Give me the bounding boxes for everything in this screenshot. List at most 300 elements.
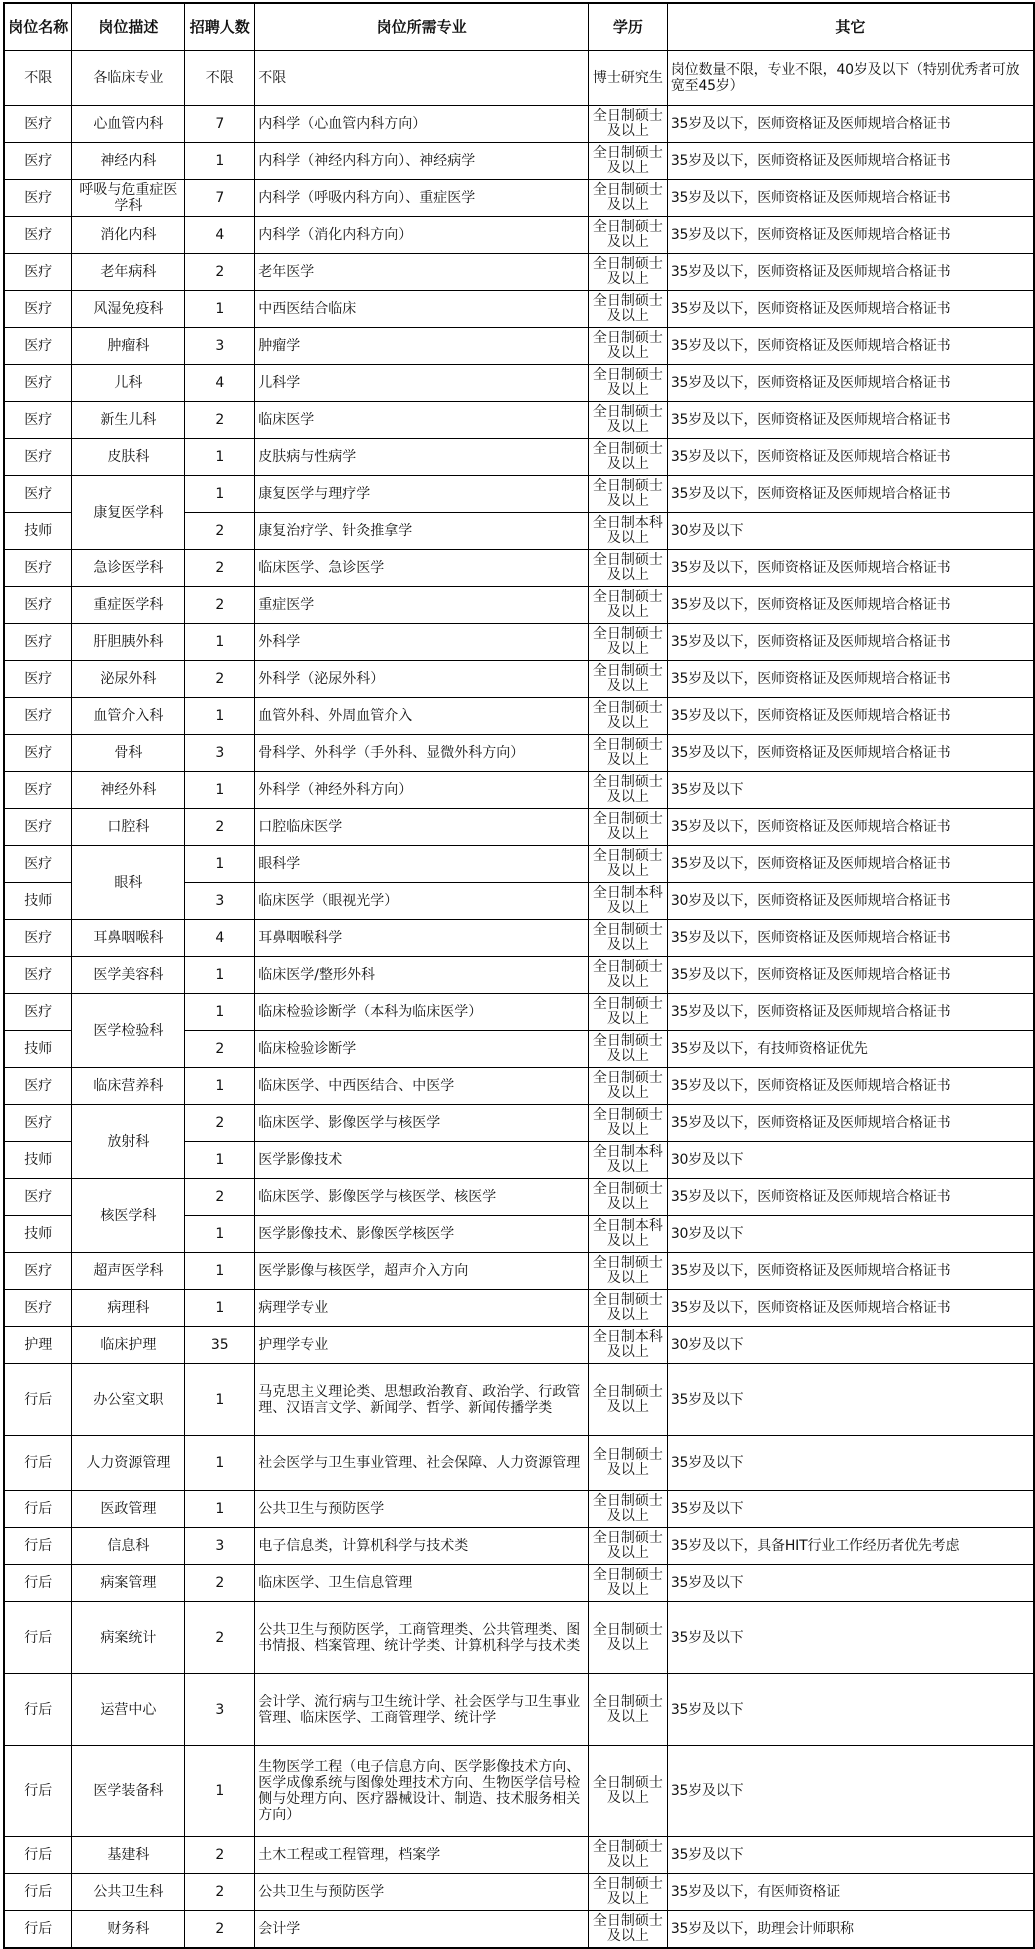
table-row: [4, 476, 1034, 513]
cell-other: 35岁及以下，医师资格证及医师规培合格证书: [667, 587, 1034, 624]
cell-education: 全日制硕士及以上: [588, 291, 667, 328]
cell-major: 肿瘤学: [255, 328, 589, 365]
cell-education: 全日制硕士及以上: [588, 1528, 667, 1565]
table-row: [4, 365, 1034, 402]
table-row: [4, 1565, 1034, 1602]
cell-major: 康复医学与理疗学: [255, 476, 589, 513]
cell-position-desc: 人力资源管理: [72, 1436, 185, 1491]
cell-position-desc: 信息科: [72, 1528, 185, 1565]
cell-count: 1: [185, 1491, 255, 1528]
cell-count: 1: [185, 1253, 255, 1290]
table-row: [4, 1179, 1034, 1216]
cell-major: 医学影像技术、影像医学核医学: [255, 1216, 589, 1253]
cell-position-desc: 血管介入科: [72, 698, 185, 735]
cell-position-desc: 医学检验科: [72, 994, 185, 1068]
cell-position-desc: 病案统计: [72, 1602, 185, 1674]
cell-position-desc: 神经外科: [72, 772, 185, 809]
cell-count: 1: [185, 846, 255, 883]
cell-major: 重症医学: [255, 587, 589, 624]
cell-major: 皮肤病与性病学: [255, 439, 589, 476]
cell-major: 临床医学、中西医结合、中医学: [255, 1068, 589, 1105]
cell-position-name: 医疗: [4, 1105, 72, 1142]
cell-count: 1: [185, 439, 255, 476]
cell-position-desc: 基建科: [72, 1837, 185, 1874]
cell-major: 会计学: [255, 1911, 589, 1948]
cell-other: 35岁及以下，医师资格证及医师规培合格证书: [667, 365, 1034, 402]
table-row: [4, 698, 1034, 735]
cell-count: 1: [185, 476, 255, 513]
cell-position-desc: 泌尿外科: [72, 661, 185, 698]
cell-position-name: 技师: [4, 513, 72, 550]
cell-education: 全日制硕士及以上: [588, 1837, 667, 1874]
cell-position-name: 医疗: [4, 291, 72, 328]
cell-other: 35岁及以下: [667, 1674, 1034, 1746]
cell-position-name: 技师: [4, 1216, 72, 1253]
header-other: 其它: [667, 3, 1034, 51]
cell-major: 公共卫生与预防医学: [255, 1874, 589, 1911]
cell-position-desc: 临床护理: [72, 1327, 185, 1364]
table-row: [4, 1837, 1034, 1874]
cell-other: 35岁及以下: [667, 1602, 1034, 1674]
cell-other: 35岁及以下: [667, 1837, 1034, 1874]
cell-count: 1: [185, 1068, 255, 1105]
cell-position-name: 医疗: [4, 587, 72, 624]
table-row: [4, 217, 1034, 254]
table-row: [4, 1746, 1034, 1837]
cell-count: 4: [185, 920, 255, 957]
cell-major: 临床医学: [255, 402, 589, 439]
table-row: [4, 1253, 1034, 1290]
cell-position-desc: 消化内科: [72, 217, 185, 254]
cell-count: 1: [185, 1436, 255, 1491]
cell-count: 1: [185, 1142, 255, 1179]
cell-position-desc: 呼吸与危重症医学科: [72, 180, 185, 217]
cell-count: 4: [185, 365, 255, 402]
cell-position-desc: 重症医学科: [72, 587, 185, 624]
cell-position-desc: 眼科: [72, 846, 185, 920]
cell-count: 2: [185, 809, 255, 846]
cell-position-name: 医疗: [4, 143, 72, 180]
cell-position-name: 不限: [4, 51, 72, 106]
cell-other: 35岁及以下，医师资格证及医师规培合格证书: [667, 994, 1034, 1031]
cell-position-desc: 核医学科: [72, 1179, 185, 1253]
cell-other: 35岁及以下: [667, 1565, 1034, 1602]
cell-major: 病理学专业: [255, 1290, 589, 1327]
cell-position-name: 医疗: [4, 809, 72, 846]
cell-major: 临床医学、影像医学与核医学、核医学: [255, 1179, 589, 1216]
cell-education: 全日制硕士及以上: [588, 994, 667, 1031]
cell-major: 不限: [255, 51, 589, 106]
cell-position-name: 技师: [4, 1142, 72, 1179]
table-row: [4, 1327, 1034, 1364]
cell-count: 3: [185, 1528, 255, 1565]
cell-education: 全日制硕士及以上: [588, 180, 667, 217]
cell-other: 35岁及以下，医师资格证及医师规培合格证书: [667, 328, 1034, 365]
cell-major: 外科学（泌尿外科）: [255, 661, 589, 698]
cell-education: 全日制硕士及以上: [588, 624, 667, 661]
table-row: [4, 1068, 1034, 1105]
cell-major: 临床医学、急诊医学: [255, 550, 589, 587]
cell-count: 3: [185, 883, 255, 920]
cell-major: 土木工程或工程管理，档案学: [255, 1837, 589, 1874]
cell-position-name: 医疗: [4, 735, 72, 772]
cell-education: 全日制硕士及以上: [588, 1674, 667, 1746]
cell-count: 1: [185, 1216, 255, 1253]
cell-position-name: 行后: [4, 1746, 72, 1837]
cell-count: 7: [185, 180, 255, 217]
cell-major: 口腔临床医学: [255, 809, 589, 846]
cell-education: 全日制硕士及以上: [588, 439, 667, 476]
cell-education: 全日制本科及以上: [588, 1216, 667, 1253]
cell-major: 临床医学（眼视光学）: [255, 883, 589, 920]
cell-education: 全日制硕士及以上: [588, 254, 667, 291]
cell-count: 2: [185, 1179, 255, 1216]
table-row: [4, 291, 1034, 328]
cell-position-desc: 急诊医学科: [72, 550, 185, 587]
cell-count: 2: [185, 661, 255, 698]
cell-other: 30岁及以下: [667, 1327, 1034, 1364]
cell-position-name: 医疗: [4, 402, 72, 439]
cell-position-name: 医疗: [4, 957, 72, 994]
cell-position-desc: 新生儿科: [72, 402, 185, 439]
cell-position-name: 医疗: [4, 217, 72, 254]
cell-education: 全日制硕士及以上: [588, 1602, 667, 1674]
cell-education: 全日制硕士及以上: [588, 1031, 667, 1068]
cell-education: 全日制硕士及以上: [588, 328, 667, 365]
cell-count: 3: [185, 735, 255, 772]
table-row: [4, 254, 1034, 291]
table-row: [4, 51, 1034, 106]
cell-count: 35: [185, 1327, 255, 1364]
cell-position-desc: 老年病科: [72, 254, 185, 291]
cell-education: 全日制硕士及以上: [588, 476, 667, 513]
cell-major: 血管外科、外周血管介入: [255, 698, 589, 735]
cell-count: 1: [185, 957, 255, 994]
cell-education: 全日制硕士及以上: [588, 106, 667, 143]
cell-count: 4: [185, 217, 255, 254]
cell-education: 博士研究生: [588, 51, 667, 106]
cell-position-name: 医疗: [4, 772, 72, 809]
table-row: [4, 106, 1034, 143]
table-row: [4, 328, 1034, 365]
cell-other: 35岁及以下，医师资格证及医师规培合格证书: [667, 1253, 1034, 1290]
cell-count: 3: [185, 1674, 255, 1746]
cell-position-desc: 临床营养科: [72, 1068, 185, 1105]
cell-other: 35岁及以下，医师资格证及医师规培合格证书: [667, 920, 1034, 957]
cell-position-name: 医疗: [4, 1068, 72, 1105]
cell-position-name: 医疗: [4, 254, 72, 291]
cell-count: 1: [185, 994, 255, 1031]
cell-position-name: 医疗: [4, 365, 72, 402]
cell-major: 公共卫生与预防医学: [255, 1491, 589, 1528]
cell-major: 外科学（神经外科方向）: [255, 772, 589, 809]
table-row: [4, 846, 1034, 883]
cell-position-name: 医疗: [4, 1290, 72, 1327]
table-row: [4, 1674, 1034, 1746]
cell-other: 35岁及以下，医师资格证及医师规培合格证书: [667, 180, 1034, 217]
cell-count: 1: [185, 624, 255, 661]
cell-other: 35岁及以下，助理会计师职称: [667, 1911, 1034, 1948]
cell-education: 全日制硕士及以上: [588, 217, 667, 254]
cell-major: 内科学（消化内科方向）: [255, 217, 589, 254]
cell-education: 全日制硕士及以上: [588, 365, 667, 402]
cell-position-name: 行后: [4, 1837, 72, 1874]
cell-other: 35岁及以下，医师资格证及医师规培合格证书: [667, 1105, 1034, 1142]
cell-education: 全日制硕士及以上: [588, 957, 667, 994]
cell-position-name: 行后: [4, 1674, 72, 1746]
cell-position-name: 医疗: [4, 328, 72, 365]
cell-major: 康复治疗学、针灸推拿学: [255, 513, 589, 550]
cell-count: 2: [185, 402, 255, 439]
header-position-name: 岗位名称: [4, 3, 72, 51]
cell-position-name: 医疗: [4, 550, 72, 587]
cell-education: 全日制硕士及以上: [588, 1290, 667, 1327]
cell-position-desc: 病案管理: [72, 1565, 185, 1602]
cell-other: 35岁及以下，具备HIT行业工作经历者优先考虑: [667, 1528, 1034, 1565]
cell-other: 35岁及以下，医师资格证及医师规培合格证书: [667, 254, 1034, 291]
cell-count: 3: [185, 328, 255, 365]
cell-other: 35岁及以下，有医师资格证: [667, 1874, 1034, 1911]
table-row: [4, 809, 1034, 846]
cell-position-desc: 肿瘤科: [72, 328, 185, 365]
cell-position-name: 医疗: [4, 846, 72, 883]
header-major: 岗位所需专业: [255, 3, 589, 51]
cell-position-name: 护理: [4, 1327, 72, 1364]
cell-education: 全日制硕士及以上: [588, 1068, 667, 1105]
table-row: [4, 143, 1034, 180]
cell-education: 全日制硕士及以上: [588, 1491, 667, 1528]
cell-other: 35岁及以下，医师资格证及医师规培合格证书: [667, 735, 1034, 772]
cell-other: 30岁及以下: [667, 1142, 1034, 1179]
cell-major: 儿科学: [255, 365, 589, 402]
table-row: [4, 439, 1034, 476]
cell-position-name: 行后: [4, 1528, 72, 1565]
table-row: [4, 1874, 1034, 1911]
cell-position-desc: 儿科: [72, 365, 185, 402]
cell-education: 全日制硕士及以上: [588, 1364, 667, 1436]
cell-position-desc: 耳鼻咽喉科: [72, 920, 185, 957]
cell-position-name: 医疗: [4, 1253, 72, 1290]
cell-position-name: 医疗: [4, 661, 72, 698]
table-row: [4, 402, 1034, 439]
cell-major: 电子信息类，计算机科学与技术类: [255, 1528, 589, 1565]
cell-other: 35岁及以下，医师资格证及医师规培合格证书: [667, 476, 1034, 513]
cell-position-name: 医疗: [4, 994, 72, 1031]
cell-position-desc: 医学美容科: [72, 957, 185, 994]
cell-major: 临床医学、卫生信息管理: [255, 1565, 589, 1602]
table-row: [4, 1364, 1034, 1436]
cell-other: 35岁及以下: [667, 1746, 1034, 1837]
cell-position-desc: 公共卫生科: [72, 1874, 185, 1911]
cell-position-desc: 超声医学科: [72, 1253, 185, 1290]
table-row: [4, 661, 1034, 698]
cell-position-desc: 神经内科: [72, 143, 185, 180]
cell-other: 35岁及以下，有技师资格证优先: [667, 1031, 1034, 1068]
table-row: [4, 1528, 1034, 1565]
cell-education: 全日制硕士及以上: [588, 698, 667, 735]
cell-other: 30岁及以下: [667, 1216, 1034, 1253]
cell-education: 全日制本科及以上: [588, 883, 667, 920]
cell-major: 会计学、流行病与卫生统计学、社会医学与卫生事业管理、临床医学、工商管理学、统计学: [255, 1674, 589, 1746]
cell-position-name: 医疗: [4, 1179, 72, 1216]
cell-position-desc: 心血管内科: [72, 106, 185, 143]
cell-education: 全日制硕士及以上: [588, 1253, 667, 1290]
cell-other: 30岁及以下: [667, 513, 1034, 550]
cell-education: 全日制硕士及以上: [588, 587, 667, 624]
cell-count: 2: [185, 1874, 255, 1911]
cell-major: 内科学（神经内科方向）、神经病学: [255, 143, 589, 180]
cell-position-desc: 骨科: [72, 735, 185, 772]
cell-other: 35岁及以下，医师资格证及医师规培合格证书: [667, 291, 1034, 328]
table-row: [4, 180, 1034, 217]
table-row: [4, 1436, 1034, 1491]
cell-other: 35岁及以下，医师资格证及医师规培合格证书: [667, 957, 1034, 994]
cell-position-desc: 皮肤科: [72, 439, 185, 476]
cell-position-name: 医疗: [4, 106, 72, 143]
cell-other: 35岁及以下: [667, 772, 1034, 809]
cell-education: 全日制硕士及以上: [588, 809, 667, 846]
cell-count: 2: [185, 254, 255, 291]
cell-count: 2: [185, 1837, 255, 1874]
cell-major: 临床检验诊断学: [255, 1031, 589, 1068]
cell-other: 30岁及以下，医师资格证及医师规培合格证书: [667, 883, 1034, 920]
cell-education: 全日制硕士及以上: [588, 1746, 667, 1837]
cell-education: 全日制硕士及以上: [588, 402, 667, 439]
cell-count: 不限: [185, 51, 255, 106]
cell-education: 全日制硕士及以上: [588, 1565, 667, 1602]
cell-education: 全日制硕士及以上: [588, 1436, 667, 1491]
table-row: [4, 1290, 1034, 1327]
table-body: [4, 51, 1034, 1948]
cell-major: 内科学（呼吸内科方向）、重症医学: [255, 180, 589, 217]
cell-position-name: 行后: [4, 1491, 72, 1528]
cell-position-name: 行后: [4, 1565, 72, 1602]
cell-count: 2: [185, 513, 255, 550]
cell-other: 35岁及以下，医师资格证及医师规培合格证书: [667, 1179, 1034, 1216]
cell-other: 35岁及以下: [667, 1364, 1034, 1436]
cell-major: 耳鼻咽喉科学: [255, 920, 589, 957]
cell-other: 岗位数量不限，专业不限，40岁及以下（特别优秀者可放宽至45岁）: [667, 51, 1034, 106]
cell-major: 内科学（心血管内科方向）: [255, 106, 589, 143]
cell-education: 全日制本科及以上: [588, 1142, 667, 1179]
cell-major: 护理学专业: [255, 1327, 589, 1364]
cell-count: 2: [185, 1031, 255, 1068]
cell-position-desc: 各临床专业: [72, 51, 185, 106]
header-count: 招聘人数: [185, 3, 255, 51]
cell-position-name: 行后: [4, 1874, 72, 1911]
cell-position-name: 医疗: [4, 476, 72, 513]
cell-count: 1: [185, 1746, 255, 1837]
cell-count: 1: [185, 1290, 255, 1327]
job-table-container: [3, 2, 1035, 1949]
cell-position-name: 行后: [4, 1436, 72, 1491]
job-table: [3, 2, 1035, 1949]
cell-position-name: 技师: [4, 1031, 72, 1068]
cell-education: 全日制硕士及以上: [588, 143, 667, 180]
cell-education: 全日制硕士及以上: [588, 1105, 667, 1142]
cell-count: 7: [185, 106, 255, 143]
table-row: [4, 772, 1034, 809]
cell-major: 临床检验诊断学（本科为临床医学）: [255, 994, 589, 1031]
cell-education: 全日制硕士及以上: [588, 735, 667, 772]
cell-education: 全日制本科及以上: [588, 513, 667, 550]
cell-count: 1: [185, 772, 255, 809]
table-row: [4, 735, 1034, 772]
cell-major: 临床医学、影像医学与核医学: [255, 1105, 589, 1142]
cell-count: 2: [185, 550, 255, 587]
table-row: [4, 1911, 1034, 1948]
table-row: [4, 1491, 1034, 1528]
cell-position-desc: 肝胆胰外科: [72, 624, 185, 661]
cell-major: 社会医学与卫生事业管理、社会保障、人力资源管理: [255, 1436, 589, 1491]
cell-major: 中西医结合临床: [255, 291, 589, 328]
cell-count: 2: [185, 1105, 255, 1142]
cell-major: 外科学: [255, 624, 589, 661]
cell-other: 35岁及以下，医师资格证及医师规培合格证书: [667, 1068, 1034, 1105]
table-row: [4, 994, 1034, 1031]
cell-other: 35岁及以下，医师资格证及医师规培合格证书: [667, 439, 1034, 476]
cell-position-desc: 运营中心: [72, 1674, 185, 1746]
cell-education: 全日制硕士及以上: [588, 1874, 667, 1911]
table-row: [4, 550, 1034, 587]
cell-position-name: 医疗: [4, 698, 72, 735]
header-education: 学历: [588, 3, 667, 51]
cell-position-desc: 风湿免疫科: [72, 291, 185, 328]
table-row: [4, 957, 1034, 994]
cell-count: 1: [185, 698, 255, 735]
cell-other: 35岁及以下，医师资格证及医师规培合格证书: [667, 846, 1034, 883]
cell-other: 35岁及以下: [667, 1491, 1034, 1528]
cell-position-desc: 病理科: [72, 1290, 185, 1327]
cell-other: 35岁及以下，医师资格证及医师规培合格证书: [667, 143, 1034, 180]
cell-position-desc: 医政管理: [72, 1491, 185, 1528]
cell-count: 1: [185, 143, 255, 180]
cell-major: 公共卫生与预防医学，工商管理类、公共管理类、图书情报、档案管理、统计学类、计算机科学与技术类: [255, 1602, 589, 1674]
cell-education: 全日制硕士及以上: [588, 920, 667, 957]
cell-other: 35岁及以下，医师资格证及医师规培合格证书: [667, 698, 1034, 735]
cell-count: 1: [185, 1364, 255, 1436]
cell-position-name: 行后: [4, 1911, 72, 1948]
cell-count: 2: [185, 1565, 255, 1602]
cell-major: 医学影像技术: [255, 1142, 589, 1179]
cell-count: 1: [185, 291, 255, 328]
cell-position-desc: 口腔科: [72, 809, 185, 846]
table-row: [4, 624, 1034, 661]
cell-major: 骨科学、外科学（手外科、显微外科方向）: [255, 735, 589, 772]
cell-count: 2: [185, 1911, 255, 1948]
cell-position-name: 医疗: [4, 624, 72, 661]
cell-major: 马克思主义理论类、思想政治教育、政治学、行政管理、汉语言文学、新闻学、哲学、新闻传播学类: [255, 1364, 589, 1436]
cell-education: 全日制硕士及以上: [588, 846, 667, 883]
cell-major: 医学影像与核医学，超声介入方向: [255, 1253, 589, 1290]
cell-other: 35岁及以下，医师资格证及医师规培合格证书: [667, 809, 1034, 846]
cell-count: 2: [185, 1602, 255, 1674]
cell-education: 全日制硕士及以上: [588, 772, 667, 809]
cell-position-name: 医疗: [4, 180, 72, 217]
cell-education: 全日制硕士及以上: [588, 1179, 667, 1216]
cell-education: 全日制硕士及以上: [588, 661, 667, 698]
header-row: [4, 3, 1034, 51]
cell-education: 全日制硕士及以上: [588, 1911, 667, 1948]
cell-count: 2: [185, 587, 255, 624]
cell-education: 全日制本科及以上: [588, 1327, 667, 1364]
cell-other: 35岁及以下，医师资格证及医师规培合格证书: [667, 1290, 1034, 1327]
table-row: [4, 1602, 1034, 1674]
cell-position-name: 技师: [4, 883, 72, 920]
header-position-desc: 岗位描述: [72, 3, 185, 51]
cell-other: 35岁及以下: [667, 1436, 1034, 1491]
cell-other: 35岁及以下，医师资格证及医师规培合格证书: [667, 402, 1034, 439]
